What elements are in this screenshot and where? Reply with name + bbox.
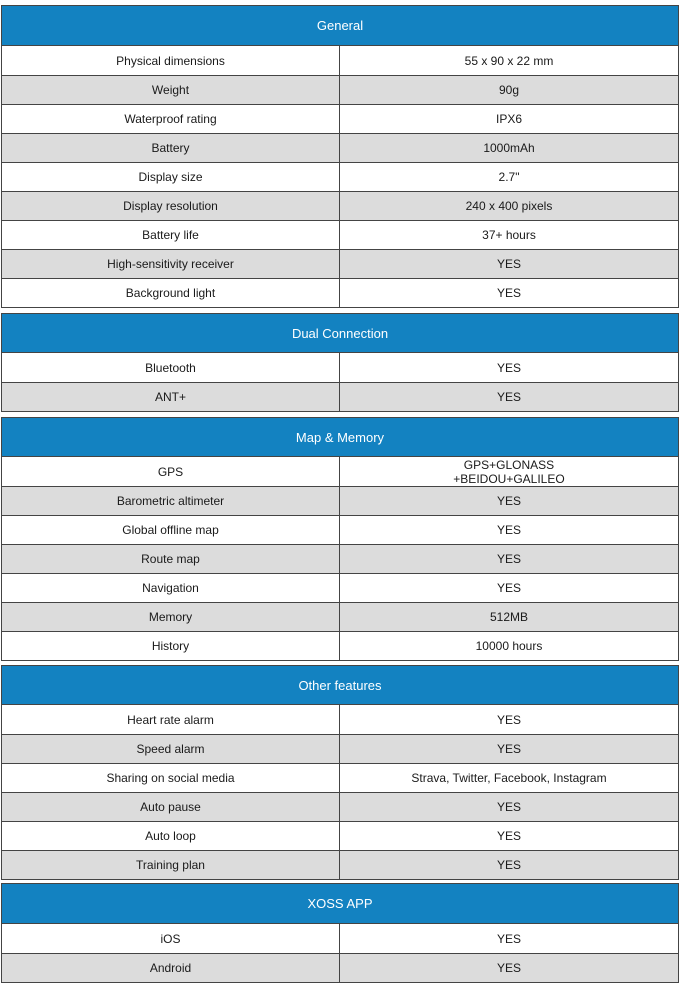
section-title: Other features: [2, 666, 678, 705]
spec-value: 55 x 90 x 22 mm: [464, 53, 554, 68]
table-row: [2, 75, 678, 104]
spec-label: History: [2, 632, 340, 660]
spec-label: Weight: [2, 76, 340, 104]
section-title: General: [2, 6, 678, 46]
table-row: [2, 486, 678, 515]
table-row: [2, 457, 678, 486]
spec-label: Android: [2, 954, 340, 982]
spec-label: GPS: [2, 457, 340, 486]
spec-label: Background light: [2, 279, 340, 307]
table-row: [2, 792, 678, 821]
section-map-memory: [1, 417, 679, 661]
table-row: [2, 850, 678, 879]
spec-value: 240 x 400 pixels: [465, 199, 553, 213]
table-row: [2, 544, 678, 573]
spec-value: 37+ hours: [482, 228, 536, 242]
table-row: [2, 382, 678, 411]
spec-label: Memory: [2, 603, 340, 631]
spec-label: Speed alarm: [2, 735, 340, 763]
spec-value: YES: [496, 257, 521, 271]
section-xoss-app: [1, 883, 679, 983]
spec-label: Sharing on social media: [2, 764, 340, 792]
table-row: [2, 353, 678, 382]
spec-value: IPX6: [495, 112, 522, 126]
spec-label: Waterproof rating: [2, 105, 340, 133]
spec-value: YES: [496, 858, 521, 872]
spec-label: Battery: [2, 134, 340, 162]
spec-value: 90g: [498, 83, 520, 97]
spec-value: YES: [496, 712, 521, 727]
spec-value: YES: [496, 829, 521, 843]
section-title: Dual Connection: [2, 314, 678, 353]
spec-label: iOS: [2, 924, 340, 953]
table-row: [2, 249, 678, 278]
table-row: [2, 924, 678, 953]
table-row: [2, 953, 678, 982]
spec-label: Auto pause: [2, 793, 340, 821]
table-row: [2, 133, 678, 162]
spec-label: Route map: [2, 545, 340, 573]
spec-label: Training plan: [2, 851, 340, 879]
section-dual-connection: [1, 313, 679, 412]
table-row: [2, 104, 678, 133]
spec-value: YES: [496, 360, 521, 375]
spec-value: 10000 hours: [475, 639, 543, 653]
table-row: [2, 734, 678, 763]
spec-value: 1000mAh: [483, 141, 535, 155]
spec-label: Auto loop: [2, 822, 340, 850]
table-row: [2, 191, 678, 220]
table-row: [2, 602, 678, 631]
spec-label: Global offline map: [2, 516, 340, 544]
spec-value: GPS+GLONASS +BEIDOU+GALILEO: [453, 457, 565, 486]
table-row: [2, 220, 678, 249]
table-row: [2, 631, 678, 660]
spec-value: YES: [496, 390, 521, 404]
spec-value: 2.7": [498, 170, 520, 184]
table-row: [2, 763, 678, 792]
section-other-features: [1, 665, 679, 880]
spec-value: YES: [496, 742, 521, 756]
spec-label: Bluetooth: [2, 353, 340, 382]
spec-value: YES: [496, 286, 521, 300]
table-row: [2, 162, 678, 191]
spec-label: Heart rate alarm: [2, 705, 340, 734]
table-row: [2, 821, 678, 850]
spec-label: Navigation: [2, 574, 340, 602]
table-row: [2, 515, 678, 544]
spec-value: YES: [496, 581, 521, 595]
table-row: [2, 46, 678, 75]
spec-value: YES: [496, 552, 521, 566]
spec-label: Physical dimensions: [2, 46, 340, 75]
spec-value: YES: [496, 494, 521, 508]
spec-value: Strava, Twitter, Facebook, Instagram: [411, 771, 607, 785]
spec-label: High-sensitivity receiver: [2, 250, 340, 278]
table-row: [2, 573, 678, 602]
spec-label: Display size: [2, 163, 340, 191]
section-title: Map & Memory: [2, 418, 678, 457]
section-general: [1, 5, 679, 308]
spec-label: Battery life: [2, 221, 340, 249]
spec-value: YES: [496, 931, 521, 946]
table-row: [2, 705, 678, 734]
spec-value: 512MB: [489, 610, 529, 624]
spec-value: YES: [496, 800, 521, 814]
section-title: XOSS APP: [2, 884, 678, 924]
spec-value: YES: [496, 523, 521, 537]
table-row: [2, 278, 678, 307]
spec-label: ANT+: [2, 383, 340, 411]
spec-label: Display resolution: [2, 192, 340, 220]
spec-label: Barometric altimeter: [2, 487, 340, 515]
spec-value: YES: [496, 961, 521, 975]
